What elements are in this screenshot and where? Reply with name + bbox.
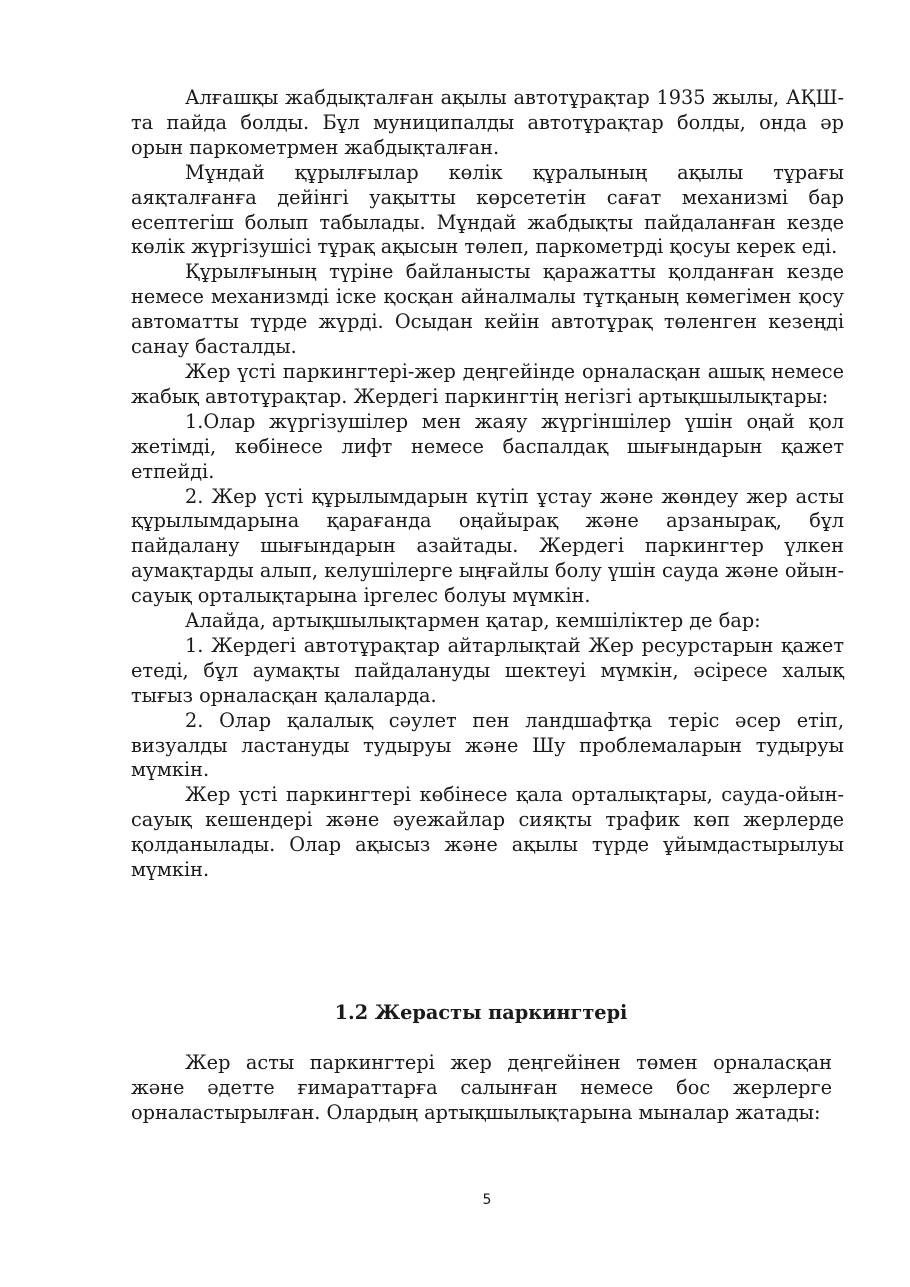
section-body [131,1051,832,1126]
list-paragraph: 2. Жер үсті құрылымдарын күтіп ұстау және жөндеу жер асты құрылымдарына қарағанда оңайырақ және арзанырақ, бұл пайдалану шығындарын азайтады. Жердегі паркингтер үлкен аумақтарды алып, келушілерге ыңғайлы болу үшін сауда және ойын-сауық орталықтарына іргелес болуы мүмкін. [131,484,844,608]
paragraph: Жер үсті паркингтері-жер деңгейінде орналасқан ашық немесе жабық автотұрақтар. Жердегі паркингтің негізгі артықшылықтары: [131,359,844,408]
paragraph: Алайда, артықшылықтармен қатар, кемшіліктер де бар: [185,609,761,633]
page-number: 5 [482,1192,492,1208]
paragraph: Жер үсті паркингтері көбінесе қала орталықтары, сауда-ойын-сауық кешендері және әуежайлар сияқты трафик көп жерлерде қолданылады. Олар ақысыз және ақылы түрде ұйымдастырылуы мүмкін. [131,783,844,882]
list-paragraph: 1. Жердегі автотұрақтар айтарлықтай Жер ресурстарын қажет етеді, бұл аумақты пайдалануды шектеуі мүмкін, әсіресе халық тығыз орналасқан қалаларда. [131,633,844,707]
list-paragraph: 1.Олар жүргізушілер мен жаяу жүргіншілер үшін оңай қол жетімді, көбінесе лифт немесе баспалдақ шығындарын қажет етпейді. [131,409,844,483]
paragraph: Мұндай құрылғылар көлік құралының ақылы тұрағы аяқталғанға дейінгі уақытты көрсететін сағат механизмі бар есептегіш болып табылады. Мұндай жабдықты пайдаланған кезде көлік жүргізушісі тұрақ ақысын төлеп, паркометрді қосуы керек еді. [131,160,844,259]
section-heading: 1.2 Жерасты паркингтері [334,1001,628,1024]
paragraph: Алғашқы жабдықталған ақылы автотұрақтар 1935 жылы, АҚШ-та пайда болды. Бұл муниципалды автотұрақтар болды, онда әр орын паркометрмен жабдықталған. [131,86,844,159]
paragraph: Жер асты паркингтері жер деңгейінен төмен орналасқан және әдетте ғимараттарға салынған немесе бос жерлерге орналастырылған. Олардың артықшылықтарына мыналар жатады: [131,1051,832,1124]
list-paragraph: 2. Олар қалалық сәулет пен ландшафтқа теріс әсер етіп, визуалды ластануды тудыруы және Шу проблемаларын тудыруы мүмкін. [131,708,844,782]
paragraph: Құрылғының түріне байланысты қаражатты қолданған кезде немесе механизмді іске қосқан айналмалы тұтқаның көмегімен қосу автоматты түрде жүрді. Осыдан кейін автотұрақ төленген кезеңді санау басталды. [131,260,844,359]
body-text [131,86,844,883]
